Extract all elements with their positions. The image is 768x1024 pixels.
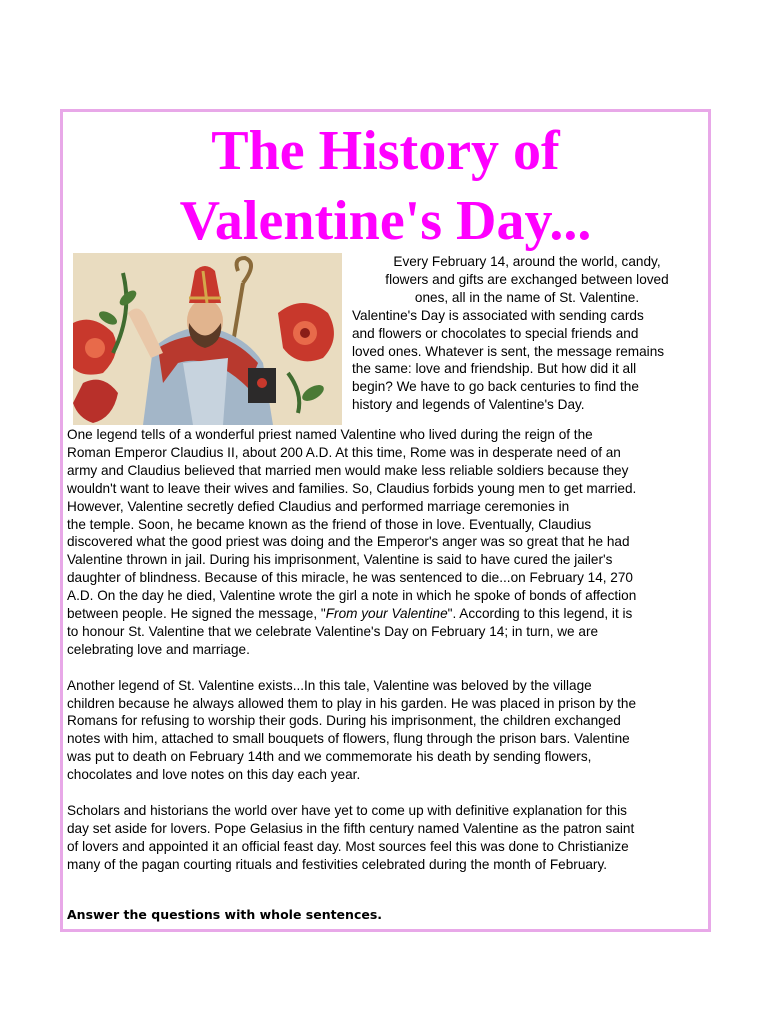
intro-line: Every February 14, around the world, candy, <box>393 254 661 269</box>
text-line: day set aside for lovers. Pope Gelasius in the fifth century named Valentine as the patron saint <box>67 820 635 836</box>
title-line-2: Valentine's Day... <box>179 190 592 252</box>
text-line <box>67 605 707 623</box>
text-segment: between people. He signed the message, " <box>67 606 326 622</box>
intro-line: the same: love and friendship. But how did it all <box>352 361 637 377</box>
intro-line: begin? We have to go back centuries to find the <box>352 379 639 395</box>
intro-line: Valentine's Day is associated with sending cards <box>352 307 644 323</box>
intro-line: loved ones. Whatever is sent, the message remains <box>352 343 665 359</box>
text-line: to honour St. Valentine that we celebrate Valentine's Day on February 14; in turn, we are <box>67 623 599 639</box>
text-line: children because he always allowed them to play in his garden. He was placed in prison by the <box>67 695 636 711</box>
intro-line: flowers and gifts are exchanged between loved <box>385 271 669 287</box>
intro-line: ones, all in the name of St. Valentine. <box>414 289 640 305</box>
text-line: army and Claudius believed that married men would make less reliable soldiers because they <box>67 462 629 478</box>
text-line: Scholars and historians the world over have yet to come up with definitive explanation for this <box>67 803 627 818</box>
text-line: Another legend of St. Valentine exists...In this tale, Valentine was beloved by the village <box>67 677 592 693</box>
text-line: of lovers and appointed it an official feast day. Most sources feel this was done to Christianize <box>67 838 629 854</box>
text-line: daughter of blindness. Because of this miracle, he was sentenced to die...on February 14, 270 <box>67 570 633 586</box>
text-line: A.D. On the day he died, Valentine wrote the girl a note in which he spoke of bonds of affection <box>67 588 637 604</box>
text-line: was put to death on February 14th and we commemorate his death by sending flowers, <box>67 749 592 765</box>
text-line: Valentine thrown in jail. During his imprisonment, Valentine is said to have cured the jailer's <box>67 552 613 568</box>
article-body <box>67 426 707 892</box>
quoted-message: From your Valentine <box>325 606 448 622</box>
intro-line: and flowers or chocolates to special friends and <box>352 325 639 341</box>
text-line: Romans for refusing to worship their gods. During his imprisonment, the children exchanged <box>67 713 621 729</box>
saint-valentine-illustration <box>73 253 342 425</box>
text-line: wouldn't want to leave their wives and families. So, Claudius forbids young men to get married. <box>67 480 637 496</box>
text-line: many of the pagan courting rituals and festivities celebrated during the month of February. <box>67 856 608 872</box>
page-title <box>60 116 711 256</box>
paragraph-second-legend <box>67 677 707 784</box>
text-line: notes with him, attached to small bouquets of flowers, flung through the prison bars. Valentine <box>67 731 630 747</box>
text-line: Roman Emperor Claudius II, about 200 A.D. At this time, Rome was in desperate need of an <box>67 444 621 460</box>
instruction-text: Answer the questions with whole sentences. <box>67 907 383 922</box>
text-line: One legend tells of a wonderful priest named Valentine who lived during the reign of the <box>67 427 593 442</box>
paragraph-scholars <box>67 802 707 874</box>
intro-line: history and legends of Valentine's Day. <box>352 397 585 413</box>
text-segment: ". According to this legend, it is <box>447 606 633 622</box>
text-line: However, Valentine secretly defied Claudius and performed marriage ceremonies in <box>67 498 570 514</box>
title-line-1: The History of <box>211 120 560 182</box>
intro-paragraph <box>352 253 702 414</box>
text-line: chocolates and love notes on this day each year. <box>67 767 361 783</box>
text-line: the temple. Soon, he became known as the friend of those in love. Eventually, Claudius <box>67 516 592 532</box>
text-line: discovered what the good priest was doing and the Emperor's anger was so great that he had <box>67 534 630 550</box>
text-line: celebrating love and marriage. <box>67 641 250 657</box>
paragraph-first-legend <box>67 426 707 659</box>
